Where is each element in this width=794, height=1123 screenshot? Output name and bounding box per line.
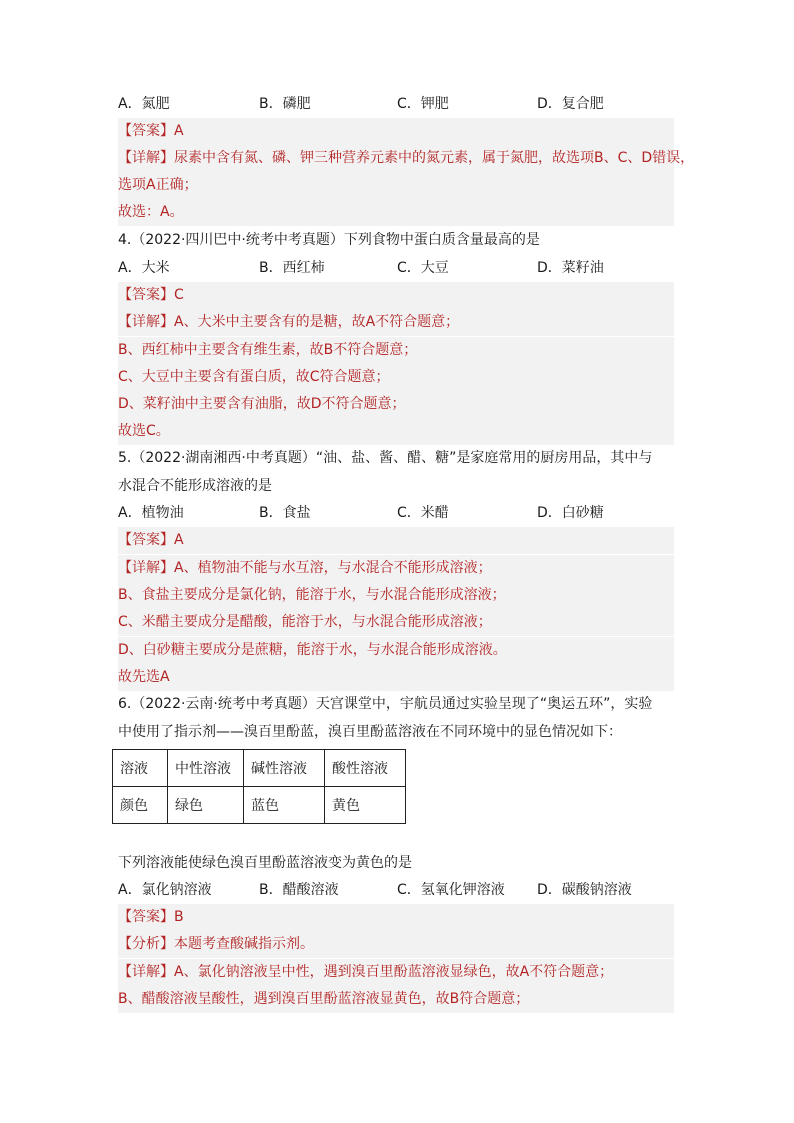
detail-tag: 【详解】	[118, 560, 174, 576]
q5-options	[118, 500, 674, 527]
q4-conclusion: 故选C。	[118, 418, 674, 445]
q6-detail-2: B、醋酸溶液呈酸性，遇到溴百里酚蓝溶液显黄色，故B符合题意；	[118, 986, 674, 1013]
table-cell: 颜色	[113, 787, 168, 824]
answer-tag: 【答案】	[118, 532, 174, 548]
answer-value: C	[174, 287, 184, 303]
q5-option-d: D．白砂糖	[537, 505, 604, 521]
q6-analysis	[118, 931, 674, 958]
q4-detail-1	[118, 309, 674, 336]
q4-detail-2: B、西红柿中主要含有维生素，故B不符合题意；	[118, 337, 674, 364]
detail-text: A、氯化钠溶液呈中性，遇到溴百里酚蓝溶液显绿色，故A不符合题意；	[174, 964, 614, 980]
answer-tag: 【答案】	[118, 123, 174, 139]
q5-detail-4: D、白砂糖主要成分是蔗糖，能溶于水，与水混合能形成溶液。	[118, 637, 674, 664]
answer-value: A	[174, 123, 184, 139]
table-cell: 酸性溶液	[325, 750, 406, 787]
table-cell: 碱性溶液	[244, 750, 325, 787]
table-header-row	[113, 750, 406, 787]
q6-option-a: A．氯化钠溶液	[118, 882, 212, 898]
q5-answer	[118, 527, 674, 554]
table-cell: 蓝色	[244, 787, 325, 824]
q3-answer	[118, 118, 674, 145]
q6-option-c: C．氢氧化钾溶液	[397, 882, 505, 898]
q5-stem-line2: 水混合不能形成溶液的是	[118, 478, 272, 494]
q6-stem-line2: 中使用了指示剂——溴百里酚蓝，溴百里酚蓝溶液在不同环境中的显色情况如下：	[118, 724, 622, 740]
table-cell: 中性溶液	[168, 750, 244, 787]
q3-option-d: D．复合肥	[537, 96, 604, 112]
q4-option-c: C．大豆	[397, 260, 449, 276]
q4-detail-4: D、菜籽油中主要含有油脂，故D不符合题意；	[118, 391, 674, 418]
detail-tag: 【详解】	[118, 964, 174, 980]
q3-option-a: A．氮肥	[118, 96, 170, 112]
analysis-tag: 【分析】	[118, 936, 174, 952]
table-cell: 溶液	[113, 750, 168, 787]
q5-option-b: B．食盐	[259, 505, 311, 521]
detail-text: A、植物油不能与水互溶，与水混合不能形成溶液；	[174, 560, 492, 576]
q5-detail-3: C、米醋主要成分是醋酸，能溶于水，与水混合能形成溶液；	[118, 609, 674, 636]
q6-detail-1	[118, 959, 674, 986]
q5-option-c: C．米醋	[397, 505, 449, 521]
q5-option-a: A．植物油	[118, 505, 184, 521]
q6-answer	[118, 904, 674, 931]
detail-text: A、大米中主要含有的是糖，故A不符合题意；	[174, 314, 460, 330]
table-row	[113, 787, 406, 824]
q5-detail-2: B、食盐主要成分是氯化钠，能溶于水，与水混合能形成溶液；	[118, 582, 674, 609]
q5-stem-line1: 5.（2022·湖南湘西·中考真题）“油、盐、酱、醋、糖”是家庭常用的厨房用品，其中与	[118, 450, 653, 466]
q6-option-d: D．碳酸钠溶液	[537, 882, 632, 898]
q3-detail-line2: 选项A正确；	[118, 172, 674, 199]
q6-option-b: B．醋酸溶液	[259, 882, 339, 898]
detail-text: 尿素中含有氮、磷、钾三种营养元素中的氮元素，属于氮肥，故选项B、C、D错误，	[174, 150, 695, 166]
q4-option-d: D．菜籽油	[537, 260, 604, 276]
q5-conclusion: 故先选A	[118, 664, 674, 691]
q4-detail-3: C、大豆中主要含有蛋白质，故C符合题意；	[118, 364, 674, 391]
q3-options	[118, 91, 674, 118]
indicator-color-table	[112, 749, 406, 824]
q3-option-c: C．钾肥	[397, 96, 449, 112]
q4-option-a: A．大米	[118, 260, 170, 276]
answer-value: A	[174, 532, 184, 548]
answer-tag: 【答案】	[118, 287, 174, 303]
q4-option-b: B．西红柿	[259, 260, 325, 276]
answer-tag: 【答案】	[118, 909, 174, 925]
q6-options	[118, 877, 674, 904]
q3-conclusion: 故选：A。	[118, 199, 674, 226]
q4-stem: 4.（2022·四川巴中·统考中考真题）下列食物中蛋白质含量最高的是	[118, 232, 540, 248]
analysis-text: 本题考查酸碱指示剂。	[174, 936, 314, 952]
detail-tag: 【详解】	[118, 314, 174, 330]
q6-question: 下列溶液能使绿色溴百里酚蓝溶液变为黄色的是	[118, 855, 412, 871]
q4-answer	[118, 282, 674, 309]
q5-detail-1	[118, 555, 674, 582]
q3-detail-line1	[118, 145, 695, 172]
table-cell: 黄色	[325, 787, 406, 824]
q3-option-b: B．磷肥	[259, 96, 311, 112]
table-cell: 绿色	[168, 787, 244, 824]
answer-value: B	[174, 909, 184, 925]
q4-options	[118, 255, 674, 282]
detail-tag: 【详解】	[118, 150, 174, 166]
q6-stem-line1: 6.（2022·云南·统考中考真题）天宫课堂中，宇航员通过实验呈现了“奥运五环”，实验	[118, 696, 653, 712]
